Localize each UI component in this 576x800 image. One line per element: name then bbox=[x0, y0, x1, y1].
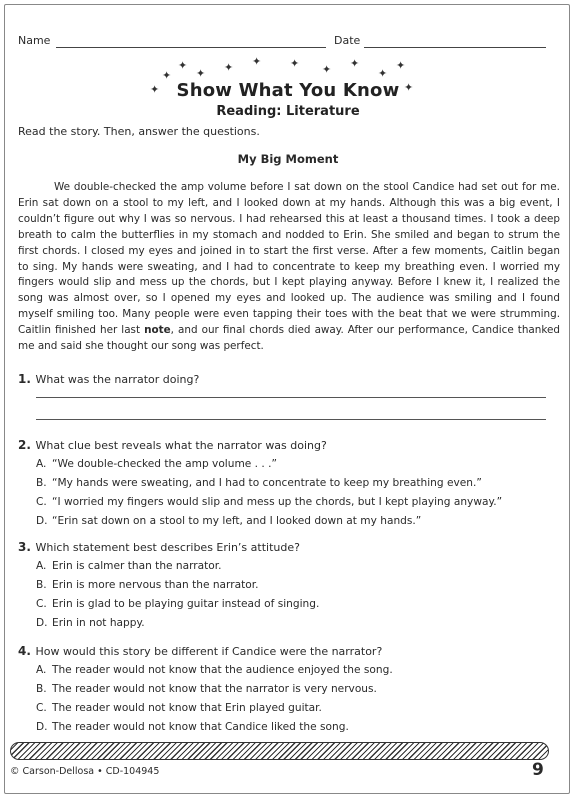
name-field-line[interactable] bbox=[56, 47, 326, 48]
date-field-line[interactable] bbox=[364, 47, 546, 48]
page-number: 9 bbox=[532, 760, 544, 780]
page-title: Show What You Know bbox=[176, 80, 400, 101]
option-letter: B. bbox=[36, 579, 47, 591]
star-icon: ✦ bbox=[322, 63, 332, 76]
story-text-part-1: We double-checked the amp volume before I sat down on the stool Candice had set out for me. Erin sat down on a stool to my left, and I looked down at my hands. Although this was a big event, I couldn’t figure out why I was so nervous. I had rehearsed this at least a thousand times. I took a deep breath to calm the butterflies in my stomach and nodded to Erin. She smiled and began to strum the first chords. I closed my eyes and joined in to start the first verse. After a few moments, Caitlin began to sing. My hands were sweating, and I had to concentrate to keep my breathing even. I worried my fingers would slip and mess up the chords, but I kept playing anyway. Before I knew it, I realized the song was almost over, so I opened my eyes and looked up. The audience was smiling and I found myself smiling too. Many people were even tapping their toes with the beat that we were strumming. Caitlin finished her last bbox=[18, 181, 560, 337]
option-letter: C. bbox=[36, 702, 47, 714]
star-icon: ✦ bbox=[378, 67, 388, 80]
option-letter: D. bbox=[36, 721, 48, 733]
answer-option[interactable] bbox=[36, 664, 393, 676]
question-text: What was the narrator doing? bbox=[35, 373, 200, 386]
star-icon: ✦ bbox=[404, 81, 414, 94]
option-letter: A. bbox=[36, 458, 47, 470]
answer-option[interactable] bbox=[36, 702, 322, 714]
star-icon: ✦ bbox=[350, 57, 360, 70]
star-icon: ✦ bbox=[196, 67, 206, 80]
answer-option[interactable] bbox=[36, 683, 377, 695]
question-number: 1. bbox=[18, 372, 31, 386]
answer-option[interactable] bbox=[36, 515, 421, 527]
name-label: Name bbox=[18, 34, 51, 47]
question-text: What clue best reveals what the narrator was doing? bbox=[35, 439, 327, 452]
option-letter: B. bbox=[36, 683, 47, 695]
option-text: Erin is glad to be playing guitar instead of singing. bbox=[52, 598, 320, 610]
option-letter: A. bbox=[36, 560, 47, 572]
star-icon: ✦ bbox=[224, 61, 234, 74]
story-bold-word: note bbox=[144, 324, 171, 337]
option-text: The reader would not know that the audience enjoyed the song. bbox=[52, 664, 393, 676]
answer-option[interactable] bbox=[36, 496, 502, 508]
question-2 bbox=[18, 438, 558, 452]
story-paragraph bbox=[18, 180, 560, 355]
option-letter: B. bbox=[36, 477, 47, 489]
instructions: Read the story. Then, answer the questions. bbox=[18, 125, 260, 138]
star-icon: ✦ bbox=[252, 55, 262, 68]
option-text: Erin is calmer than the narrator. bbox=[52, 560, 222, 572]
question-3 bbox=[18, 540, 558, 554]
story-text-part-2: , and our final chords died away. After our performance, Candice thanked me and said she thought our song was perfect. bbox=[18, 324, 561, 353]
question-text: How would this story be different if Candice were the narrator? bbox=[35, 645, 383, 658]
story-title: My Big Moment bbox=[237, 152, 339, 166]
option-text: The reader would not know that the narrator is very nervous. bbox=[52, 683, 377, 695]
star-icon: ✦ bbox=[178, 59, 188, 72]
answer-option[interactable] bbox=[36, 598, 319, 610]
answer-option[interactable] bbox=[36, 477, 482, 489]
option-text: Erin is more nervous than the narrator. bbox=[52, 579, 259, 591]
question-text: Which statement best describes Erin’s attitude? bbox=[35, 541, 300, 554]
option-text: “I worried my fingers would slip and mess up the chords, but I kept playing anyway.” bbox=[52, 496, 503, 508]
star-icon: ✦ bbox=[290, 57, 300, 70]
question-number: 3. bbox=[18, 540, 31, 554]
question-number: 2. bbox=[18, 438, 31, 452]
option-text: The reader would not know that Candice liked the song. bbox=[52, 721, 349, 733]
answer-option[interactable] bbox=[36, 721, 349, 733]
answer-line-1[interactable] bbox=[36, 397, 546, 398]
question-4 bbox=[18, 644, 558, 658]
option-letter: A. bbox=[36, 664, 47, 676]
option-text: “Erin sat down on a stool to my left, and I looked down at my hands.” bbox=[52, 515, 422, 527]
question-1 bbox=[18, 372, 558, 386]
answer-line-2[interactable] bbox=[36, 419, 546, 420]
answer-option[interactable] bbox=[36, 617, 145, 629]
page-subtitle: Reading: Literature bbox=[216, 104, 360, 119]
hatched-divider bbox=[10, 742, 549, 760]
option-text: Erin in not happy. bbox=[52, 617, 145, 629]
option-letter: D. bbox=[36, 617, 48, 629]
date-label: Date bbox=[334, 34, 361, 47]
question-number: 4. bbox=[18, 644, 31, 658]
star-icon: ✦ bbox=[396, 59, 406, 72]
footer-credit: © Carson-Dellosa • CD-104945 bbox=[10, 766, 160, 777]
option-letter: C. bbox=[36, 496, 47, 508]
option-letter: D. bbox=[36, 515, 48, 527]
option-letter: C. bbox=[36, 598, 47, 610]
star-icon: ✦ bbox=[150, 83, 160, 96]
option-text: “My hands were sweating, and I had to concentrate to keep my breathing even.” bbox=[52, 477, 482, 489]
option-text: “We double-checked the amp volume . . .” bbox=[52, 458, 277, 470]
answer-option[interactable] bbox=[36, 458, 277, 470]
answer-option[interactable] bbox=[36, 579, 258, 591]
star-icon: ✦ bbox=[162, 69, 172, 82]
answer-option[interactable] bbox=[36, 560, 222, 572]
option-text: The reader would not know that Erin played guitar. bbox=[52, 702, 322, 714]
